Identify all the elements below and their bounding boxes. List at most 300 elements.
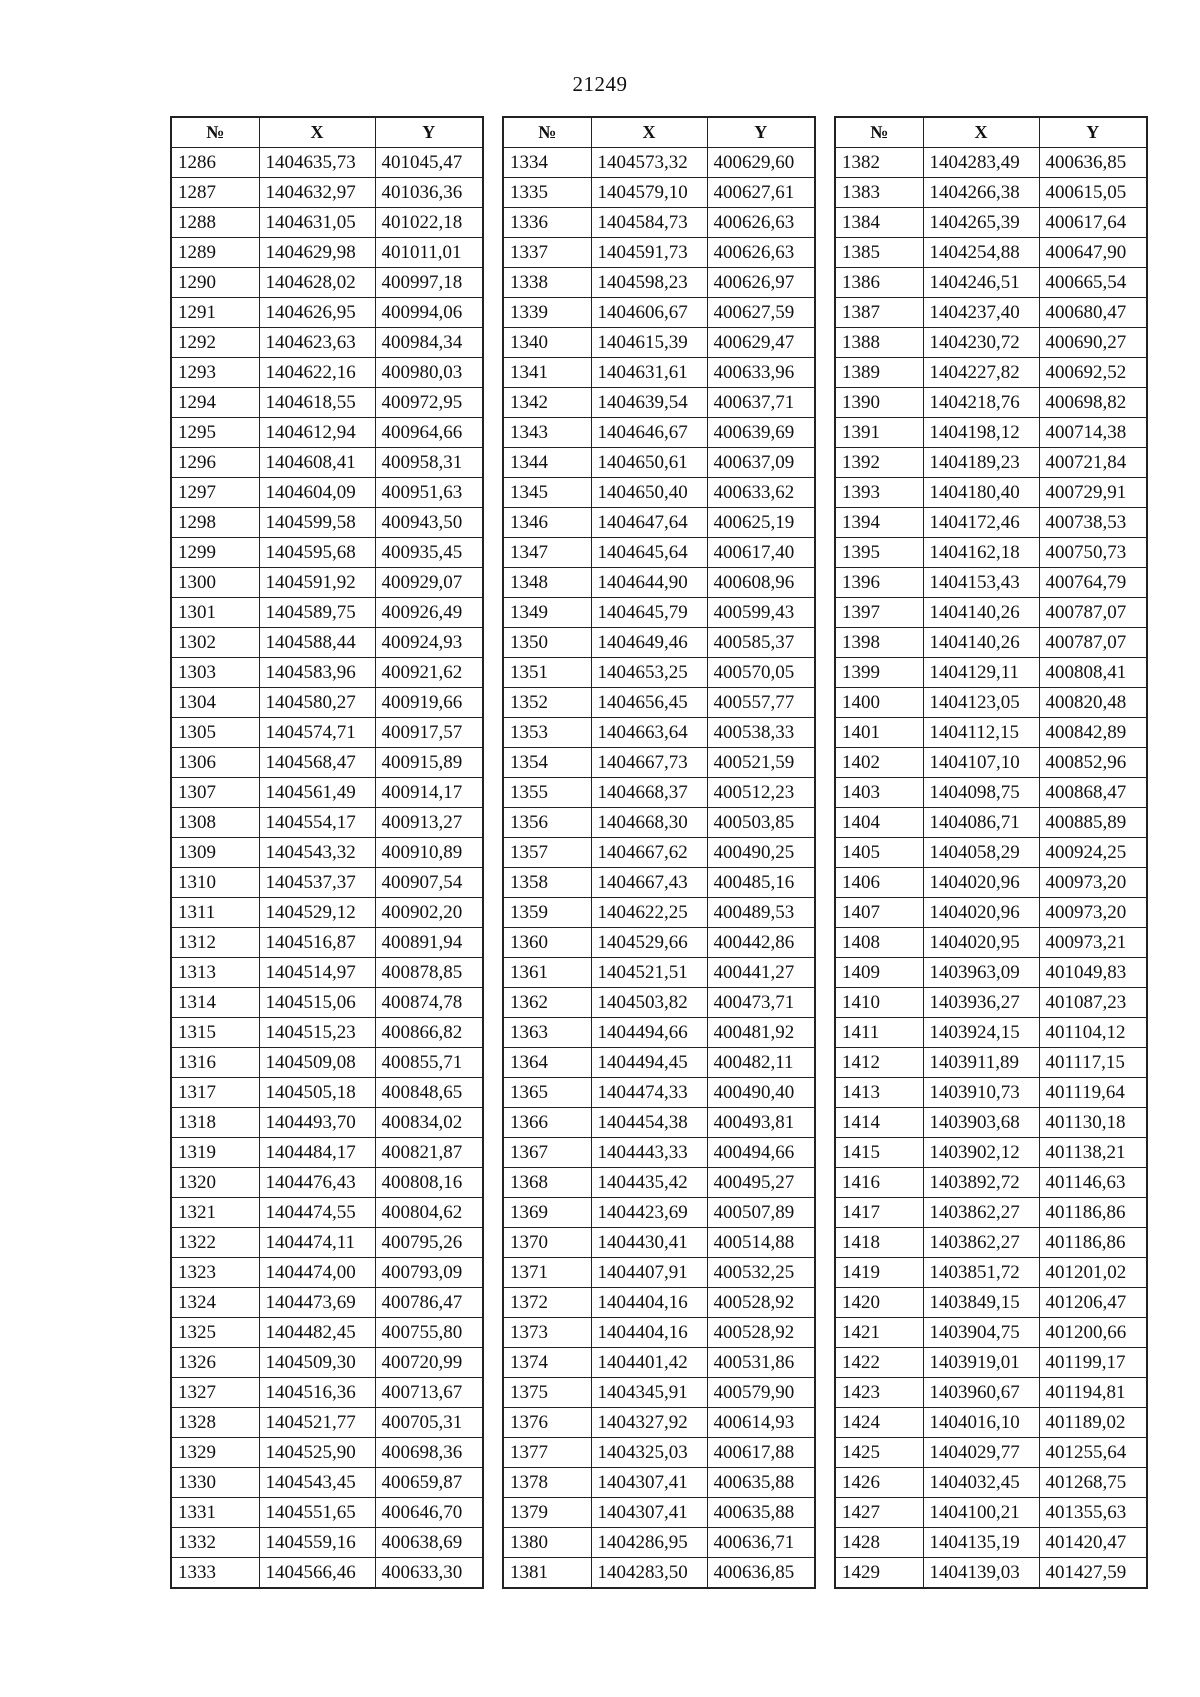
table-row (835, 928, 1147, 958)
header-x: X (591, 117, 707, 148)
point-number-cell: 1390 (835, 388, 923, 418)
x-coordinate-cell: 1403903,68 (923, 1108, 1039, 1138)
y-coordinate-cell: 400615,05 (1039, 178, 1147, 208)
table-row (835, 1168, 1147, 1198)
x-coordinate-cell: 1403960,67 (923, 1378, 1039, 1408)
y-coordinate-cell: 400638,69 (375, 1528, 483, 1558)
x-coordinate-cell: 1404656,45 (591, 688, 707, 718)
y-coordinate-cell: 400793,09 (375, 1258, 483, 1288)
y-coordinate-cell: 400521,59 (707, 748, 815, 778)
y-coordinate-cell: 400629,60 (707, 148, 815, 178)
table-row (171, 1348, 483, 1378)
x-coordinate-cell: 1404032,45 (923, 1468, 1039, 1498)
point-number-cell: 1347 (503, 538, 591, 568)
header-y: Y (707, 117, 815, 148)
y-coordinate-cell: 400834,02 (375, 1108, 483, 1138)
point-number-cell: 1396 (835, 568, 923, 598)
point-number-cell: 1320 (171, 1168, 259, 1198)
point-number-cell: 1337 (503, 238, 591, 268)
x-coordinate-cell: 1403963,09 (923, 958, 1039, 988)
y-coordinate-cell: 400915,89 (375, 748, 483, 778)
table-row (171, 148, 483, 178)
x-coordinate-cell: 1403851,72 (923, 1258, 1039, 1288)
y-coordinate-cell: 400924,25 (1039, 838, 1147, 868)
table-row (503, 1018, 815, 1048)
x-coordinate-cell: 1404631,61 (591, 358, 707, 388)
x-coordinate-cell: 1404286,95 (591, 1528, 707, 1558)
x-coordinate-cell: 1404650,40 (591, 478, 707, 508)
x-coordinate-cell: 1404503,82 (591, 988, 707, 1018)
point-number-cell: 1351 (503, 658, 591, 688)
x-coordinate-cell: 1404635,73 (259, 148, 375, 178)
table-row (503, 1438, 815, 1468)
y-coordinate-cell: 400891,94 (375, 928, 483, 958)
table-row (503, 298, 815, 328)
y-coordinate-cell: 400626,97 (707, 268, 815, 298)
point-number-cell: 1354 (503, 748, 591, 778)
table-row (835, 1378, 1147, 1408)
point-number-cell: 1316 (171, 1048, 259, 1078)
point-number-cell: 1338 (503, 268, 591, 298)
x-coordinate-cell: 1404283,50 (591, 1558, 707, 1589)
point-number-cell: 1317 (171, 1078, 259, 1108)
table-row (835, 868, 1147, 898)
x-coordinate-cell: 1404325,03 (591, 1438, 707, 1468)
point-number-cell: 1395 (835, 538, 923, 568)
y-coordinate-cell: 400633,30 (375, 1558, 483, 1589)
table-row (835, 538, 1147, 568)
x-coordinate-cell: 1404100,21 (923, 1498, 1039, 1528)
y-coordinate-cell: 400625,19 (707, 508, 815, 538)
x-coordinate-cell: 1404404,16 (591, 1318, 707, 1348)
y-coordinate-cell: 401189,02 (1039, 1408, 1147, 1438)
table-row (835, 448, 1147, 478)
x-coordinate-cell: 1404430,41 (591, 1228, 707, 1258)
table-row (503, 538, 815, 568)
x-coordinate-cell: 1404629,98 (259, 238, 375, 268)
table-row (171, 1138, 483, 1168)
point-number-cell: 1349 (503, 598, 591, 628)
table-row (503, 958, 815, 988)
x-coordinate-cell: 1404172,46 (923, 508, 1039, 538)
x-coordinate-cell: 1404623,63 (259, 328, 375, 358)
point-number-cell: 1412 (835, 1048, 923, 1078)
table-row (835, 838, 1147, 868)
point-number-cell: 1357 (503, 838, 591, 868)
point-number-cell: 1427 (835, 1498, 923, 1528)
y-coordinate-cell: 400532,25 (707, 1258, 815, 1288)
point-number-cell: 1333 (171, 1558, 259, 1589)
table-row (503, 1348, 815, 1378)
point-number-cell: 1300 (171, 568, 259, 598)
table-row (171, 538, 483, 568)
y-coordinate-cell: 400973,21 (1039, 928, 1147, 958)
point-number-cell: 1298 (171, 508, 259, 538)
point-number-cell: 1303 (171, 658, 259, 688)
x-coordinate-cell: 1403902,12 (923, 1138, 1039, 1168)
y-coordinate-cell: 400855,71 (375, 1048, 483, 1078)
table-row (503, 418, 815, 448)
x-coordinate-cell: 1404554,17 (259, 808, 375, 838)
point-number-cell: 1417 (835, 1198, 923, 1228)
point-number-cell: 1415 (835, 1138, 923, 1168)
x-coordinate-cell: 1403892,72 (923, 1168, 1039, 1198)
y-coordinate-cell: 400627,59 (707, 298, 815, 328)
table-row (503, 598, 815, 628)
x-coordinate-cell: 1404474,11 (259, 1228, 375, 1258)
table-row (835, 718, 1147, 748)
table-row (171, 448, 483, 478)
table-row (503, 1408, 815, 1438)
table-row (503, 358, 815, 388)
y-coordinate-cell: 400490,25 (707, 838, 815, 868)
table-row (171, 898, 483, 928)
point-number-cell: 1373 (503, 1318, 591, 1348)
y-coordinate-cell: 400972,95 (375, 388, 483, 418)
y-coordinate-cell: 400808,41 (1039, 658, 1147, 688)
table-row (835, 598, 1147, 628)
x-coordinate-cell: 1404230,72 (923, 328, 1039, 358)
x-coordinate-cell: 1404515,06 (259, 988, 375, 1018)
table-row (503, 898, 815, 928)
table-row (171, 298, 483, 328)
point-number-cell: 1332 (171, 1528, 259, 1558)
x-coordinate-cell: 1404595,68 (259, 538, 375, 568)
table-row (171, 1198, 483, 1228)
x-coordinate-cell: 1404473,69 (259, 1288, 375, 1318)
table-row (503, 1228, 815, 1258)
x-coordinate-cell: 1403936,27 (923, 988, 1039, 1018)
table-row (835, 1048, 1147, 1078)
x-coordinate-cell: 1404622,25 (591, 898, 707, 928)
table-row (503, 508, 815, 538)
x-coordinate-cell: 1404599,58 (259, 508, 375, 538)
x-coordinate-cell: 1404140,26 (923, 628, 1039, 658)
table-header-row (503, 117, 815, 148)
header-x: X (923, 117, 1039, 148)
table-row (835, 478, 1147, 508)
point-number-cell: 1413 (835, 1078, 923, 1108)
table-row (835, 988, 1147, 1018)
x-coordinate-cell: 1404626,95 (259, 298, 375, 328)
table-row (835, 1348, 1147, 1378)
point-number-cell: 1352 (503, 688, 591, 718)
header-number: № (171, 117, 259, 148)
x-coordinate-cell: 1404561,49 (259, 778, 375, 808)
x-coordinate-cell: 1404615,39 (591, 328, 707, 358)
table-row (171, 928, 483, 958)
y-coordinate-cell: 400614,93 (707, 1408, 815, 1438)
table-row (835, 328, 1147, 358)
point-number-cell: 1419 (835, 1258, 923, 1288)
point-number-cell: 1378 (503, 1468, 591, 1498)
table-row (171, 1528, 483, 1558)
x-coordinate-cell: 1404435,42 (591, 1168, 707, 1198)
table-row (171, 328, 483, 358)
x-coordinate-cell: 1404537,37 (259, 868, 375, 898)
point-number-cell: 1407 (835, 898, 923, 928)
y-coordinate-cell: 400842,89 (1039, 718, 1147, 748)
point-number-cell: 1295 (171, 418, 259, 448)
x-coordinate-cell: 1403911,89 (923, 1048, 1039, 1078)
x-coordinate-cell: 1404618,55 (259, 388, 375, 418)
table-row (835, 1288, 1147, 1318)
table-row (503, 1048, 815, 1078)
point-number-cell: 1379 (503, 1498, 591, 1528)
table-row (503, 988, 815, 1018)
x-coordinate-cell: 1404612,94 (259, 418, 375, 448)
y-coordinate-cell: 401138,21 (1039, 1138, 1147, 1168)
x-coordinate-cell: 1404476,43 (259, 1168, 375, 1198)
x-coordinate-cell: 1404606,67 (591, 298, 707, 328)
y-coordinate-cell: 400910,89 (375, 838, 483, 868)
x-coordinate-cell: 1404327,92 (591, 1408, 707, 1438)
table-header-row (171, 117, 483, 148)
y-coordinate-cell: 400980,03 (375, 358, 483, 388)
y-coordinate-cell: 400714,38 (1039, 418, 1147, 448)
point-number-cell: 1315 (171, 1018, 259, 1048)
point-number-cell: 1422 (835, 1348, 923, 1378)
table-row (835, 1558, 1147, 1589)
x-coordinate-cell: 1404474,00 (259, 1258, 375, 1288)
y-coordinate-cell: 400917,57 (375, 718, 483, 748)
x-coordinate-cell: 1404645,64 (591, 538, 707, 568)
point-number-cell: 1424 (835, 1408, 923, 1438)
table-row (503, 1288, 815, 1318)
y-coordinate-cell: 400495,27 (707, 1168, 815, 1198)
table-row (171, 508, 483, 538)
y-coordinate-cell: 400485,16 (707, 868, 815, 898)
table-row (835, 568, 1147, 598)
table-row (503, 1138, 815, 1168)
table-row (503, 1078, 815, 1108)
header-number: № (503, 117, 591, 148)
point-number-cell: 1325 (171, 1318, 259, 1348)
table-row (171, 1168, 483, 1198)
point-number-cell: 1401 (835, 718, 923, 748)
x-coordinate-cell: 1404667,62 (591, 838, 707, 868)
x-coordinate-cell: 1404529,66 (591, 928, 707, 958)
table-row (171, 478, 483, 508)
table-row (503, 808, 815, 838)
point-number-cell: 1355 (503, 778, 591, 808)
x-coordinate-cell: 1404180,40 (923, 478, 1039, 508)
y-coordinate-cell: 400935,45 (375, 538, 483, 568)
x-coordinate-cell: 1404058,29 (923, 838, 1039, 868)
point-number-cell: 1375 (503, 1378, 591, 1408)
table-row (171, 1258, 483, 1288)
table-row (503, 1198, 815, 1228)
y-coordinate-cell: 401186,86 (1039, 1198, 1147, 1228)
y-coordinate-cell: 400721,84 (1039, 448, 1147, 478)
point-number-cell: 1310 (171, 868, 259, 898)
table-row (171, 958, 483, 988)
table-row (503, 748, 815, 778)
x-coordinate-cell: 1404632,97 (259, 178, 375, 208)
y-coordinate-cell: 400528,92 (707, 1288, 815, 1318)
point-number-cell: 1334 (503, 148, 591, 178)
x-coordinate-cell: 1404650,61 (591, 448, 707, 478)
point-number-cell: 1321 (171, 1198, 259, 1228)
point-number-cell: 1388 (835, 328, 923, 358)
x-coordinate-cell: 1404218,76 (923, 388, 1039, 418)
x-coordinate-cell: 1404644,90 (591, 568, 707, 598)
point-number-cell: 1408 (835, 928, 923, 958)
x-coordinate-cell: 1404189,23 (923, 448, 1039, 478)
point-number-cell: 1293 (171, 358, 259, 388)
table-row (503, 1108, 815, 1138)
point-number-cell: 1397 (835, 598, 923, 628)
table-row (835, 778, 1147, 808)
point-number-cell: 1344 (503, 448, 591, 478)
y-coordinate-cell: 400608,96 (707, 568, 815, 598)
table-row (835, 268, 1147, 298)
table-row (171, 1288, 483, 1318)
table-row (171, 268, 483, 298)
point-number-cell: 1350 (503, 628, 591, 658)
y-coordinate-cell: 400878,85 (375, 958, 483, 988)
y-coordinate-cell: 400626,63 (707, 238, 815, 268)
x-coordinate-cell: 1404516,36 (259, 1378, 375, 1408)
table-row (835, 1318, 1147, 1348)
point-number-cell: 1358 (503, 868, 591, 898)
x-coordinate-cell: 1403862,27 (923, 1228, 1039, 1258)
x-coordinate-cell: 1404162,18 (923, 538, 1039, 568)
table-row (171, 988, 483, 1018)
point-number-cell: 1405 (835, 838, 923, 868)
y-coordinate-cell: 401201,02 (1039, 1258, 1147, 1288)
point-number-cell: 1392 (835, 448, 923, 478)
point-number-cell: 1323 (171, 1258, 259, 1288)
table-row (835, 1018, 1147, 1048)
table-row (171, 838, 483, 868)
table-row (503, 208, 815, 238)
table-row (171, 778, 483, 808)
y-coordinate-cell: 401130,18 (1039, 1108, 1147, 1138)
x-coordinate-cell: 1404443,33 (591, 1138, 707, 1168)
x-coordinate-cell: 1404307,41 (591, 1498, 707, 1528)
y-coordinate-cell: 400973,20 (1039, 898, 1147, 928)
table-row (503, 478, 815, 508)
y-coordinate-cell: 401045,47 (375, 148, 483, 178)
point-number-cell: 1360 (503, 928, 591, 958)
x-coordinate-cell: 1404568,47 (259, 748, 375, 778)
x-coordinate-cell: 1404198,12 (923, 418, 1039, 448)
point-number-cell: 1302 (171, 628, 259, 658)
table-row (503, 328, 815, 358)
x-coordinate-cell: 1404566,46 (259, 1558, 375, 1589)
y-coordinate-cell: 400820,48 (1039, 688, 1147, 718)
y-coordinate-cell: 400885,89 (1039, 808, 1147, 838)
y-coordinate-cell: 400599,43 (707, 598, 815, 628)
x-coordinate-cell: 1403910,73 (923, 1078, 1039, 1108)
x-coordinate-cell: 1404107,10 (923, 748, 1039, 778)
table-row (171, 1228, 483, 1258)
y-coordinate-cell: 400646,70 (375, 1498, 483, 1528)
x-coordinate-cell: 1404237,40 (923, 298, 1039, 328)
x-coordinate-cell: 1404254,88 (923, 238, 1039, 268)
y-coordinate-cell: 400665,54 (1039, 268, 1147, 298)
y-coordinate-cell: 400951,63 (375, 478, 483, 508)
point-number-cell: 1399 (835, 658, 923, 688)
point-number-cell: 1327 (171, 1378, 259, 1408)
point-number-cell: 1386 (835, 268, 923, 298)
table-row (503, 718, 815, 748)
table-row (171, 628, 483, 658)
y-coordinate-cell: 400617,64 (1039, 208, 1147, 238)
point-number-cell: 1326 (171, 1348, 259, 1378)
y-coordinate-cell: 400507,89 (707, 1198, 815, 1228)
point-number-cell: 1287 (171, 178, 259, 208)
point-number-cell: 1362 (503, 988, 591, 1018)
point-number-cell: 1421 (835, 1318, 923, 1348)
table-row (503, 868, 815, 898)
y-coordinate-cell: 400919,66 (375, 688, 483, 718)
x-coordinate-cell: 1404591,92 (259, 568, 375, 598)
table-row (503, 448, 815, 478)
table-row (171, 418, 483, 448)
y-coordinate-cell: 400698,36 (375, 1438, 483, 1468)
point-number-cell: 1426 (835, 1468, 923, 1498)
table-row (503, 238, 815, 268)
x-coordinate-cell: 1404493,70 (259, 1108, 375, 1138)
point-number-cell: 1372 (503, 1288, 591, 1318)
y-coordinate-cell: 401355,63 (1039, 1498, 1147, 1528)
header-y: Y (375, 117, 483, 148)
table-row (171, 1318, 483, 1348)
x-coordinate-cell: 1404423,69 (591, 1198, 707, 1228)
y-coordinate-cell: 400635,88 (707, 1468, 815, 1498)
y-coordinate-cell: 400629,47 (707, 328, 815, 358)
x-coordinate-cell: 1404559,16 (259, 1528, 375, 1558)
x-coordinate-cell: 1404667,43 (591, 868, 707, 898)
y-coordinate-cell: 401427,59 (1039, 1558, 1147, 1589)
table-row (503, 928, 815, 958)
point-number-cell: 1322 (171, 1228, 259, 1258)
x-coordinate-cell: 1404509,08 (259, 1048, 375, 1078)
y-coordinate-cell: 400528,92 (707, 1318, 815, 1348)
x-coordinate-cell: 1404123,05 (923, 688, 1039, 718)
x-coordinate-cell: 1404514,97 (259, 958, 375, 988)
point-number-cell: 1429 (835, 1558, 923, 1589)
table-row (171, 718, 483, 748)
table-row (171, 568, 483, 598)
point-number-cell: 1328 (171, 1408, 259, 1438)
point-number-cell: 1364 (503, 1048, 591, 1078)
x-coordinate-cell: 1404404,16 (591, 1288, 707, 1318)
x-coordinate-cell: 1404543,45 (259, 1468, 375, 1498)
point-number-cell: 1371 (503, 1258, 591, 1288)
table-row (171, 1408, 483, 1438)
table-row (171, 1108, 483, 1138)
y-coordinate-cell: 400512,23 (707, 778, 815, 808)
point-number-cell: 1346 (503, 508, 591, 538)
x-coordinate-cell: 1404140,26 (923, 598, 1039, 628)
y-coordinate-cell: 400639,69 (707, 418, 815, 448)
point-number-cell: 1410 (835, 988, 923, 1018)
table-row (835, 1258, 1147, 1288)
table-row (835, 388, 1147, 418)
y-coordinate-cell: 400808,16 (375, 1168, 483, 1198)
x-coordinate-cell: 1404525,90 (259, 1438, 375, 1468)
table-row (835, 958, 1147, 988)
table-row (171, 1468, 483, 1498)
table-row (503, 1168, 815, 1198)
x-coordinate-cell: 1404516,87 (259, 928, 375, 958)
x-coordinate-cell: 1404591,73 (591, 238, 707, 268)
point-number-cell: 1389 (835, 358, 923, 388)
point-number-cell: 1339 (503, 298, 591, 328)
